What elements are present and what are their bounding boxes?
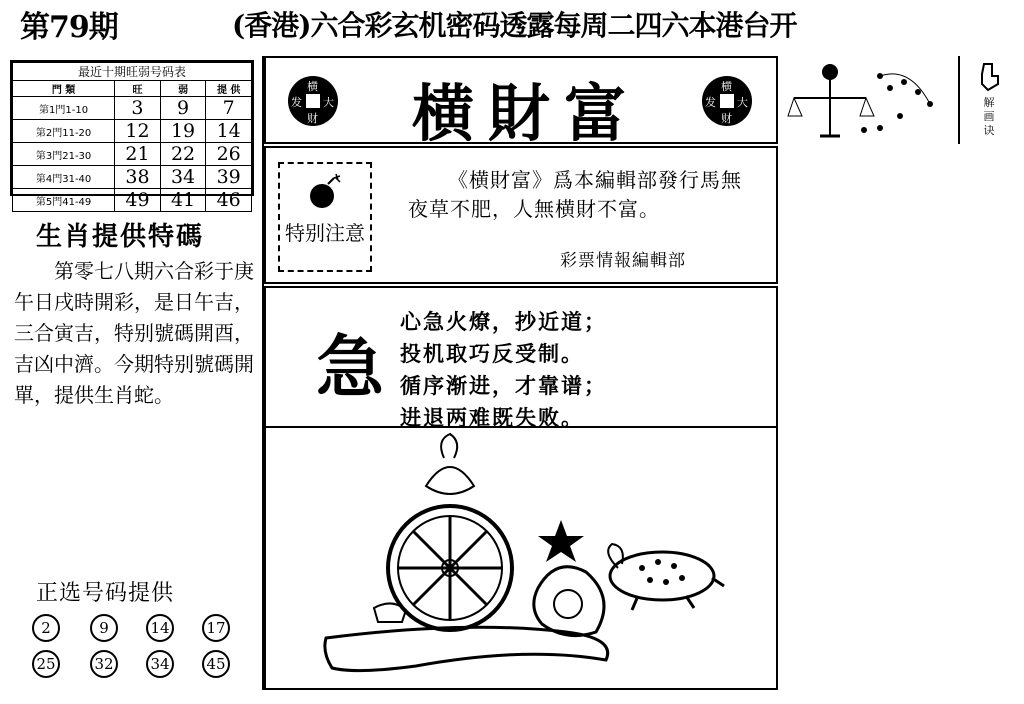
pick-number: 14 (146, 614, 174, 642)
table-cell: 14 (206, 120, 252, 143)
pick-number: 2 (32, 614, 60, 642)
row-label: 第3門21-30 (13, 143, 115, 166)
notice-signature: 彩票情報編輯部 (560, 251, 686, 271)
table-row (13, 97, 252, 120)
table-row (13, 143, 252, 166)
headline: (香港)六合彩玄机密码透露每周二四六本港台开 (232, 9, 797, 42)
column-header: 提 供 (206, 81, 252, 97)
table-row (13, 120, 252, 143)
table-caption: 最近十期旺弱号码表 (13, 63, 252, 81)
table-cell: 26 (206, 143, 252, 166)
table-row (13, 189, 252, 212)
table-cell: 7 (206, 97, 252, 120)
table-cell: 21 (115, 143, 161, 166)
poem-line: 投机取巧反受制。 (400, 342, 584, 366)
scale-illustration (780, 56, 955, 144)
pick-number: 45 (202, 650, 230, 678)
tip-column (958, 56, 1022, 144)
poem-line: 进退两难既失败。 (400, 406, 584, 430)
column-header: 門 類 (13, 81, 115, 97)
table-cell: 12 (115, 120, 161, 143)
row-label: 第5門41-49 (13, 189, 115, 212)
table-cell: 41 (160, 189, 206, 212)
pick-number: 25 (32, 650, 60, 678)
pick-number: 34 (146, 650, 174, 678)
row-label: 第1門1-10 (13, 97, 115, 120)
illustration-panel (264, 428, 778, 690)
poem-line: 循序渐进，才靠谱； (400, 374, 607, 398)
attention-label: 特别注意 (285, 221, 365, 245)
issue-number: 第79期 (20, 10, 118, 45)
table-cell: 34 (160, 166, 206, 189)
table-cell: 38 (115, 166, 161, 189)
zodiac-body: 第零七八期六合彩于庚午日戌時開彩，是日午吉，三合寅吉，特别號碼開酉，吉凶中濟。今期特别號碼開單，提供生肖蛇。 (14, 259, 254, 407)
column-header: 旺 (115, 81, 161, 97)
picks-title: 正选号码提供 (36, 581, 175, 606)
pick-number: 9 (90, 614, 118, 642)
zodiac-title: 生肖提供特碼 (36, 222, 205, 252)
row-label: 第2門11-20 (13, 120, 115, 143)
poem-key-character: 急 (316, 328, 385, 408)
hot-cold-table (10, 60, 254, 211)
pointing-hand-icon (974, 62, 1004, 92)
table-cell: 39 (206, 166, 252, 189)
table-cell: 22 (160, 143, 206, 166)
banner-title: 横財富 (411, 77, 640, 150)
column-header: 弱 (160, 81, 206, 97)
notice-body: 《横財富》爲本編輯部發行馬無夜草不肥，人無横財不富。 (408, 168, 742, 221)
row-label: 第4門31-40 (13, 166, 115, 189)
table-cell: 19 (160, 120, 206, 143)
pick-number: 32 (90, 650, 118, 678)
attention-badge (278, 162, 372, 272)
bomb-icon (306, 172, 346, 212)
pick-number: 17 (202, 614, 230, 642)
coin-icon: 横 发 大 财 (702, 76, 752, 126)
title-banner (264, 56, 778, 150)
poem-line: 心急火燎，抄近道； (400, 310, 607, 334)
table-row (13, 166, 252, 189)
wheel-turtle-illustration (266, 428, 776, 686)
table-cell: 49 (115, 189, 161, 212)
table-cell: 3 (115, 97, 161, 120)
coin-icon: 横 发 大 财 (288, 76, 338, 126)
table-cell: 9 (160, 97, 206, 120)
tip-label: 解画诀 (983, 96, 995, 137)
table-cell: 46 (206, 189, 252, 212)
